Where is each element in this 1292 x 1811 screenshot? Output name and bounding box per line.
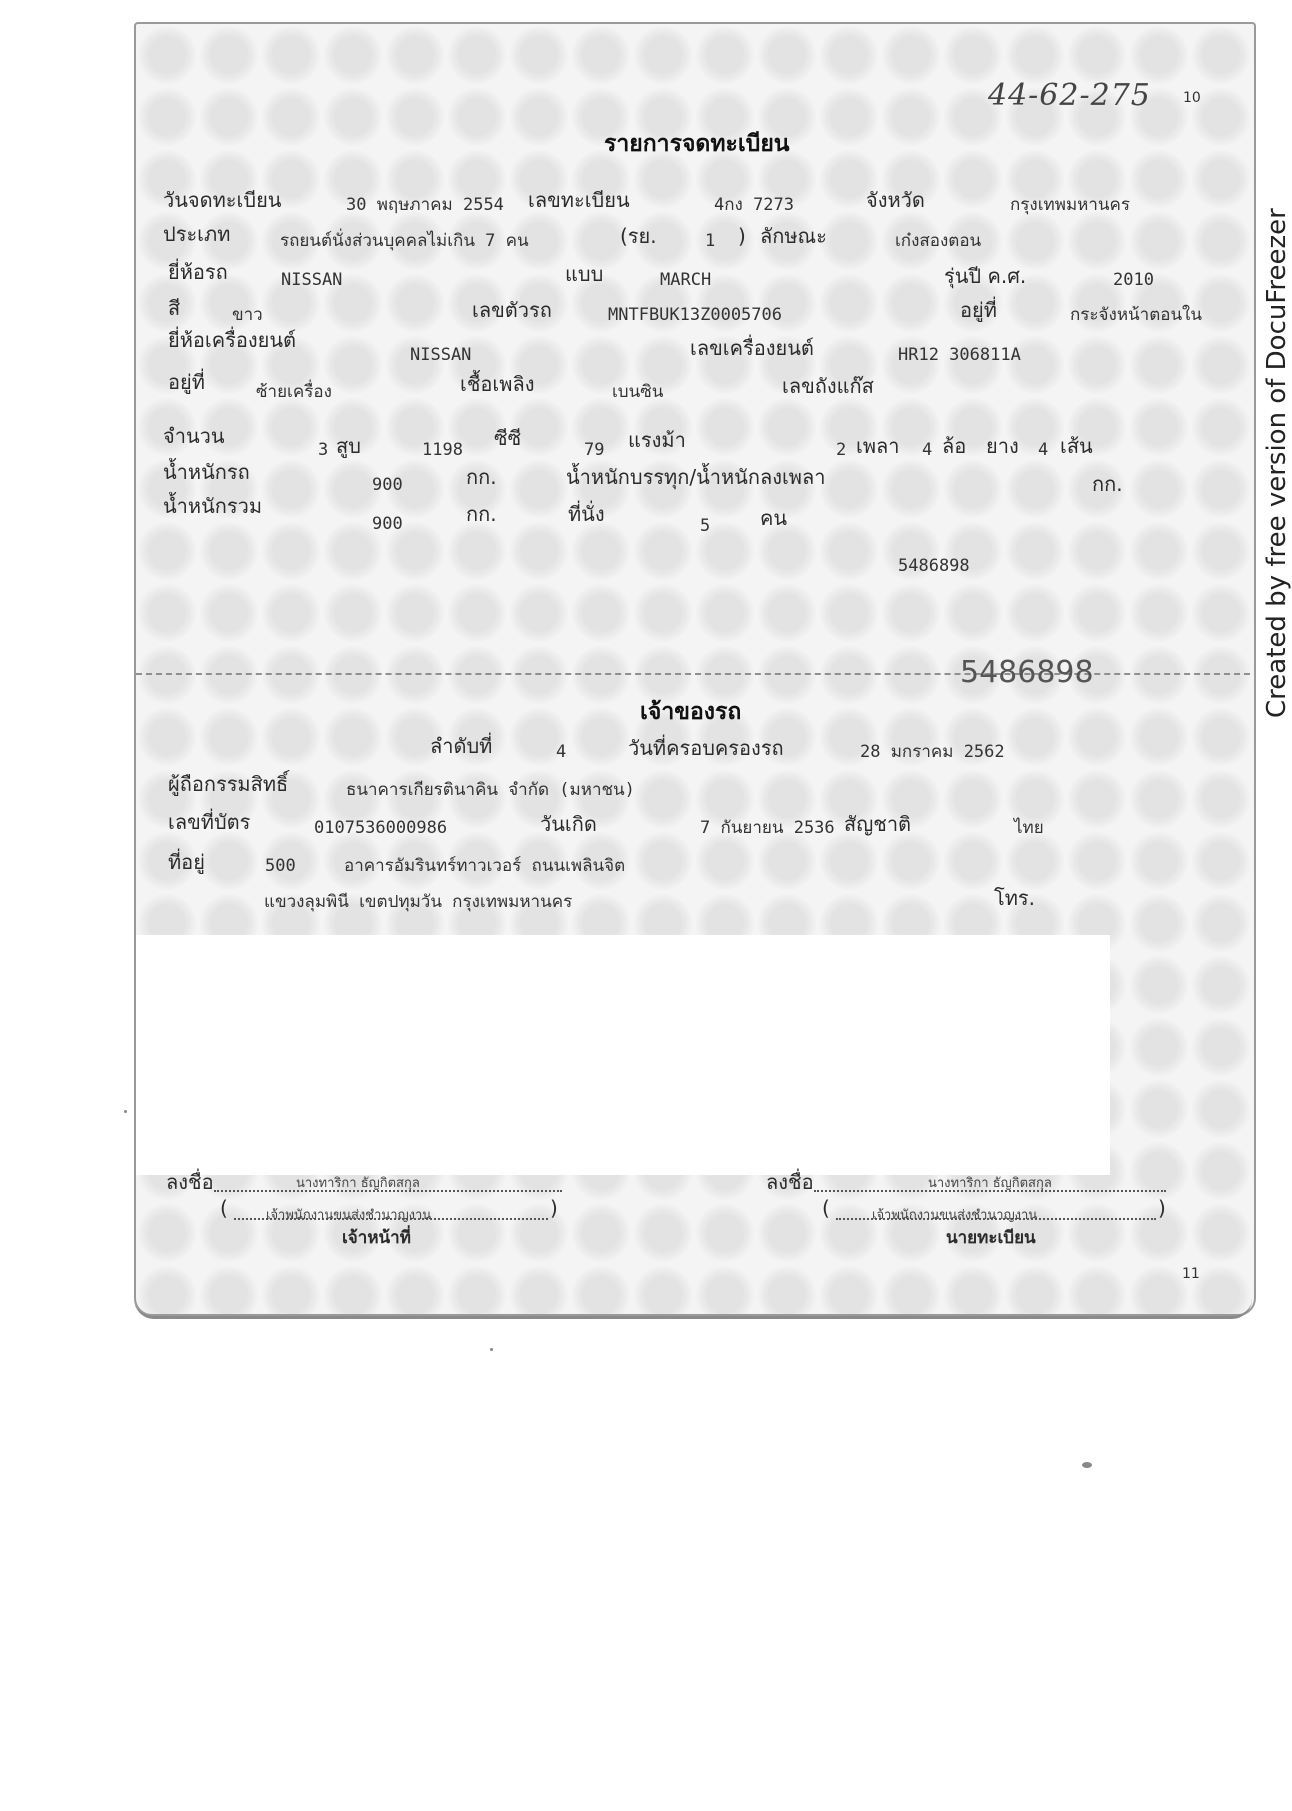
chassis-value: MNTFBUK13Z0005706: [608, 305, 782, 325]
style-value: เก๋งสองตอน: [895, 231, 982, 251]
ry-value: 1: [705, 231, 716, 251]
year-value: 2010: [1113, 270, 1154, 290]
address-line-1: อาคารอัมรินทร์ทาวเวอร์ ถนนเพลินจิต: [344, 856, 626, 876]
page-number-bottom: 11: [1182, 1266, 1200, 1282]
serial-number-large: 5486898: [960, 655, 1094, 690]
year-label: รุ่นปี ค.ศ.: [944, 264, 1027, 288]
scan-speck: [490, 1348, 493, 1351]
seats-unit: คน: [760, 506, 788, 530]
id-label: เลขที่บัตร: [168, 810, 251, 834]
style-label: ลักษณะ: [760, 224, 827, 248]
brand-label: ยี่ห้อรถ: [168, 260, 228, 284]
nationality-label: สัญชาติ: [844, 812, 912, 836]
axles-value: 2: [836, 440, 847, 460]
gross-label: น้ำหนักรวม: [163, 494, 263, 518]
gross-unit: กก.: [466, 502, 497, 526]
dob-value: 7 กันยายน 2536: [700, 818, 835, 838]
scan-speck: [1082, 1462, 1092, 1468]
reg-date-label: วันจดทะเบียน: [163, 188, 282, 212]
owner-title: เจ้าของรถ: [640, 698, 742, 725]
color-value: ขาว: [232, 305, 263, 325]
serial-number: 5486898: [898, 556, 970, 576]
type-label: ประเภท: [163, 222, 231, 246]
right-close-paren: ): [1158, 1196, 1166, 1220]
address-number: 500: [265, 856, 296, 876]
registration-title: รายการจดทะเบียน: [604, 130, 790, 157]
docufreezer-watermark: Created by free version of DocuFreezer: [1262, 208, 1292, 718]
load-label: น้ำหนักบรรทุก/น้ำหนักลงเพลา: [566, 465, 826, 489]
right-signer-role: นายทะเบียน: [946, 1228, 1036, 1248]
engine-no-label: เลขเครื่องยนต์: [690, 336, 814, 360]
fuel-label: เชื้อเพลิง: [460, 372, 535, 396]
seats-label: ที่นั่ง: [568, 502, 605, 526]
right-sign-label: ลงชื่อ: [766, 1170, 814, 1194]
seats-value: 5: [700, 516, 711, 536]
handwritten-number: 44-62-275: [988, 78, 1151, 113]
brand-value: NISSAN: [281, 270, 343, 290]
cylinders-unit: สูบ: [336, 434, 361, 458]
page-number-top: 10: [1183, 90, 1201, 106]
province-value: กรุงเทพมหานคร: [1010, 195, 1131, 215]
color-label: สี: [168, 296, 181, 320]
ry-close: ): [738, 224, 746, 248]
weight-value: 900: [372, 475, 403, 495]
engine-brand-label: ยี่ห้อเครื่องยนต์: [168, 328, 297, 352]
scan-speck: [124, 1110, 127, 1113]
cc-value: 1198: [422, 440, 463, 460]
phone-label: โทร.: [994, 886, 1036, 910]
engine-loc-label: อยู่ที่: [168, 370, 205, 394]
weight-unit: กก.: [466, 465, 497, 489]
model-value: MARCH: [660, 270, 712, 290]
cc-unit: ซีซี: [494, 426, 522, 450]
tires-value: 4: [1038, 440, 1049, 460]
wheels-unit: ล้อ: [942, 434, 967, 458]
seq-label: ลำดับที่: [430, 734, 493, 758]
right-signer-name: นางทาริกา ธัญกิตสกุล: [928, 1176, 1052, 1191]
engine-brand-value: NISSAN: [410, 345, 472, 365]
left-signer-name: นางทาริกา ธัญกิตสกุล: [296, 1176, 420, 1191]
id-value: 0107536000986: [314, 818, 448, 838]
left-close-paren: ): [550, 1196, 558, 1220]
seq-value: 4: [556, 742, 567, 762]
weight-label: น้ำหนักรถ: [163, 460, 250, 484]
type-value: รถยนต์นั่งส่วนบุคคลไม่เกิน 7 คน: [280, 231, 529, 251]
left-signer-position: เจ้าพนักงานขนส่งชำนาญงาน: [266, 1208, 432, 1223]
model-label: แบบ: [565, 262, 604, 286]
gas-tank-label: เลขถังแก๊ส: [782, 374, 874, 398]
province-label: จังหวัด: [866, 188, 925, 212]
left-open-paren: (: [220, 1196, 228, 1220]
left-signer-role: เจ้าหน้าที่: [342, 1228, 411, 1248]
count-label: จำนวน: [163, 424, 225, 448]
wheels-value: 4: [922, 440, 933, 460]
nationality-value: ไทย: [1014, 818, 1044, 838]
holder-label: ผู้ถือกรรมสิทธิ์: [168, 772, 289, 796]
hp-value: 79: [584, 440, 605, 460]
axles-unit: เพลา: [856, 434, 900, 458]
engine-loc-value: ซ้ายเครื่อง: [256, 382, 332, 402]
load-unit: กก.: [1092, 472, 1123, 496]
cylinders-value: 3: [318, 440, 329, 460]
dob-label: วันเกิด: [540, 812, 597, 836]
right-signer-position: เจ้าพนักงานขนส่งชำนาญงาน: [872, 1208, 1038, 1223]
hp-unit: แรงม้า: [628, 428, 686, 452]
holder-value: ธนาคารเกียรตินาคิน จำกัด (มหาชน): [346, 780, 635, 800]
ry-label: (รย.: [620, 224, 657, 248]
chassis-loc-label: อยู่ที่: [960, 298, 997, 322]
reg-date-value: 30 พฤษภาคม 2554: [346, 195, 504, 215]
redacted-area: [136, 935, 1110, 1175]
address-line-2: แขวงลุมพินี เขตปทุมวัน กรุงเทพมหานคร: [264, 892, 573, 912]
possession-date: 28 มกราคม 2562: [860, 742, 1005, 762]
tires-unit: เส้น: [1060, 434, 1093, 458]
card-edge-shadow: [134, 1296, 1252, 1319]
left-sign-label: ลงชื่อ: [166, 1170, 214, 1194]
possession-label: วันที่ครอบครองรถ: [628, 736, 784, 760]
plate-label: เลขทะเบียน: [528, 188, 630, 212]
engine-no-value: HR12 306811A: [898, 345, 1021, 365]
plate-value: 4กง 7273: [714, 195, 795, 215]
address-label: ที่อยู่: [168, 850, 205, 874]
tires-label: ยาง: [986, 434, 1019, 458]
chassis-loc-value: กระจังหน้าตอนใน: [1070, 305, 1202, 325]
right-open-paren: (: [822, 1196, 830, 1220]
gross-value: 900: [372, 514, 403, 534]
fuel-value: เบนซิน: [612, 382, 664, 402]
chassis-label: เลขตัวรถ: [472, 298, 552, 322]
